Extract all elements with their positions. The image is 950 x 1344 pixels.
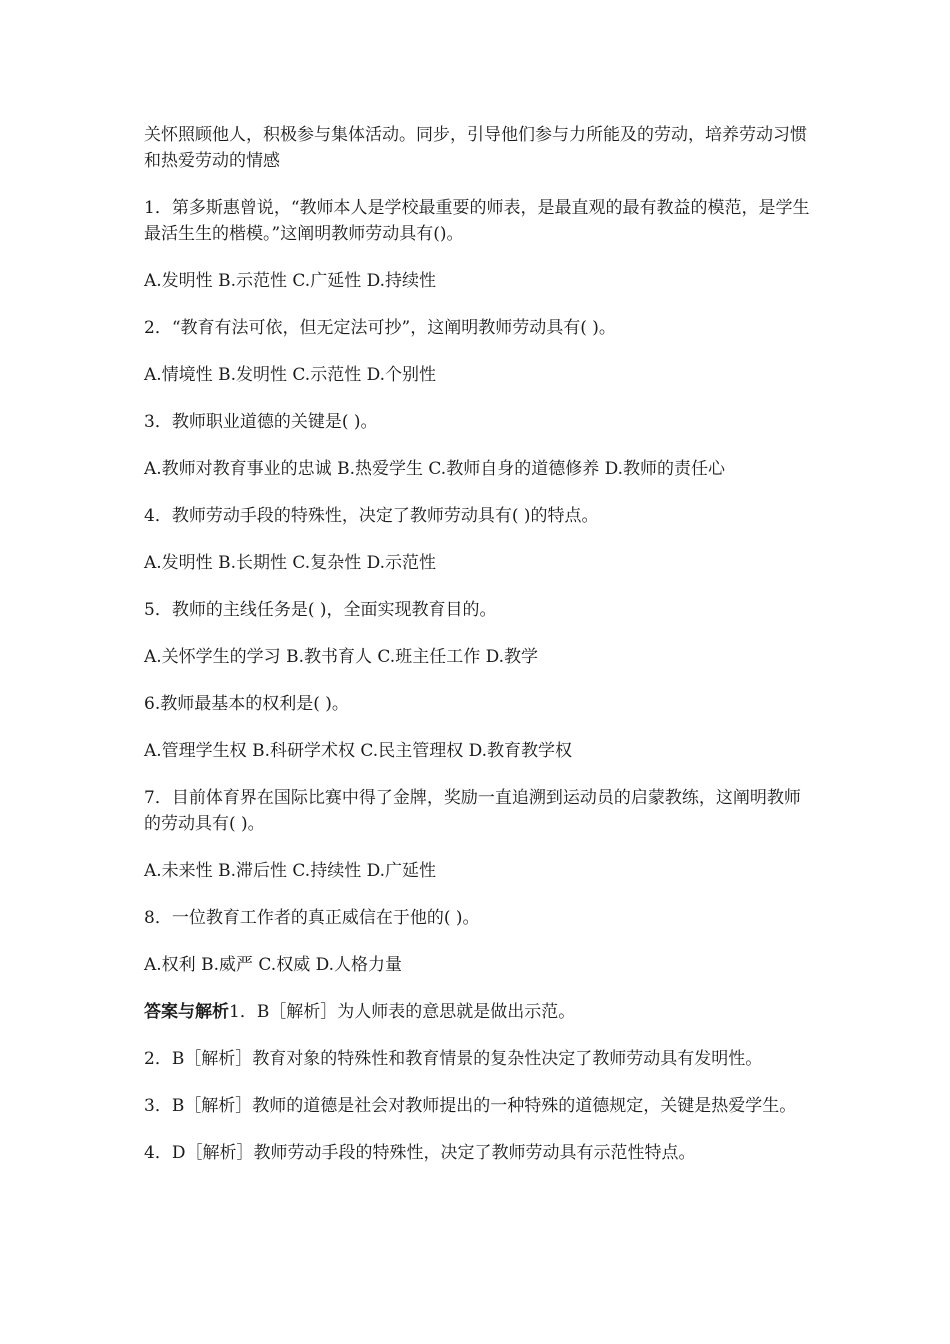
options-1: A.发明性 B.示范性 C.广延性 D.持续性 (144, 271, 437, 291)
question-8: 8．一位教育工作者的真正威信在于他的( )。 (144, 908, 480, 928)
options-3: A.教师对教育事业的忠诚 B.热爱学生 C.教师自身的道德修养 D.教师的责任心 (144, 459, 726, 479)
question-1: 1．第多斯惠曾说，“教师本人是学校最重要的师表，是最直观的最有教益的模范，是学生最活生生的楷模。”这阐明教师劳动具有()。 (144, 198, 810, 244)
question-3: 3．教师职业道德的关键是( )。 (144, 412, 378, 432)
options-4: A.发明性 B.长期性 C.复杂性 D.示范性 (144, 553, 437, 573)
answer-1-paragraph (144, 999, 814, 1025)
answer-3: 3．B［解析］教师的道德是社会对教师提出的一种特殊的道德规定，关键是热爱学生。 (144, 1096, 797, 1116)
options-8: A.权利 B.威严 C.权威 D.人格力量 (144, 955, 403, 975)
question-6: 6.教师最基本的权利是( )。 (144, 694, 349, 714)
question-7: 7．目前体育界在国际比赛中得了金牌，奖励一直追溯到运动员的启蒙教练，这阐明教师的劳动具有( )。 (144, 788, 801, 834)
options-2: A.情境性 B.发明性 C.示范性 D.个别性 (144, 365, 437, 385)
options-5: A.关怀学生的学习 B.教书育人 C.班主任工作 D.教学 (144, 647, 539, 667)
answer-1: 1．B［解析］为人师表的意思就是做出示范。 (229, 1002, 576, 1022)
answers-heading: 答案与解析 (144, 1002, 229, 1022)
options-6: A.管理学生权 B.科研学术权 C.民主管理权 D.教育教学权 (144, 741, 573, 761)
options-7: A.未来性 B.滞后性 C.持续性 D.广延性 (144, 861, 437, 881)
question-4: 4．教师劳动手段的特殊性，决定了教师劳动具有( )的特点。 (144, 506, 599, 526)
question-2: 2．“教育有法可依，但无定法可抄”，这阐明教师劳动具有( )。 (144, 318, 616, 338)
question-5: 5．教师的主线任务是( )，全面实现教育目的。 (144, 600, 497, 620)
document-body (144, 122, 814, 1187)
intro-paragraph: 关怀照顾他人，积极参与集体活动。同步，引导他们参与力所能及的劳动，培养劳动习惯和热爱劳动的情感 (144, 125, 807, 171)
answer-2: 2．B［解析］教育对象的特殊性和教育情景的复杂性决定了教师劳动具有发明性。 (144, 1049, 763, 1069)
answer-4: 4．D［解析］教师劳动手段的特殊性，决定了教师劳动具有示范性特点。 (144, 1143, 696, 1163)
